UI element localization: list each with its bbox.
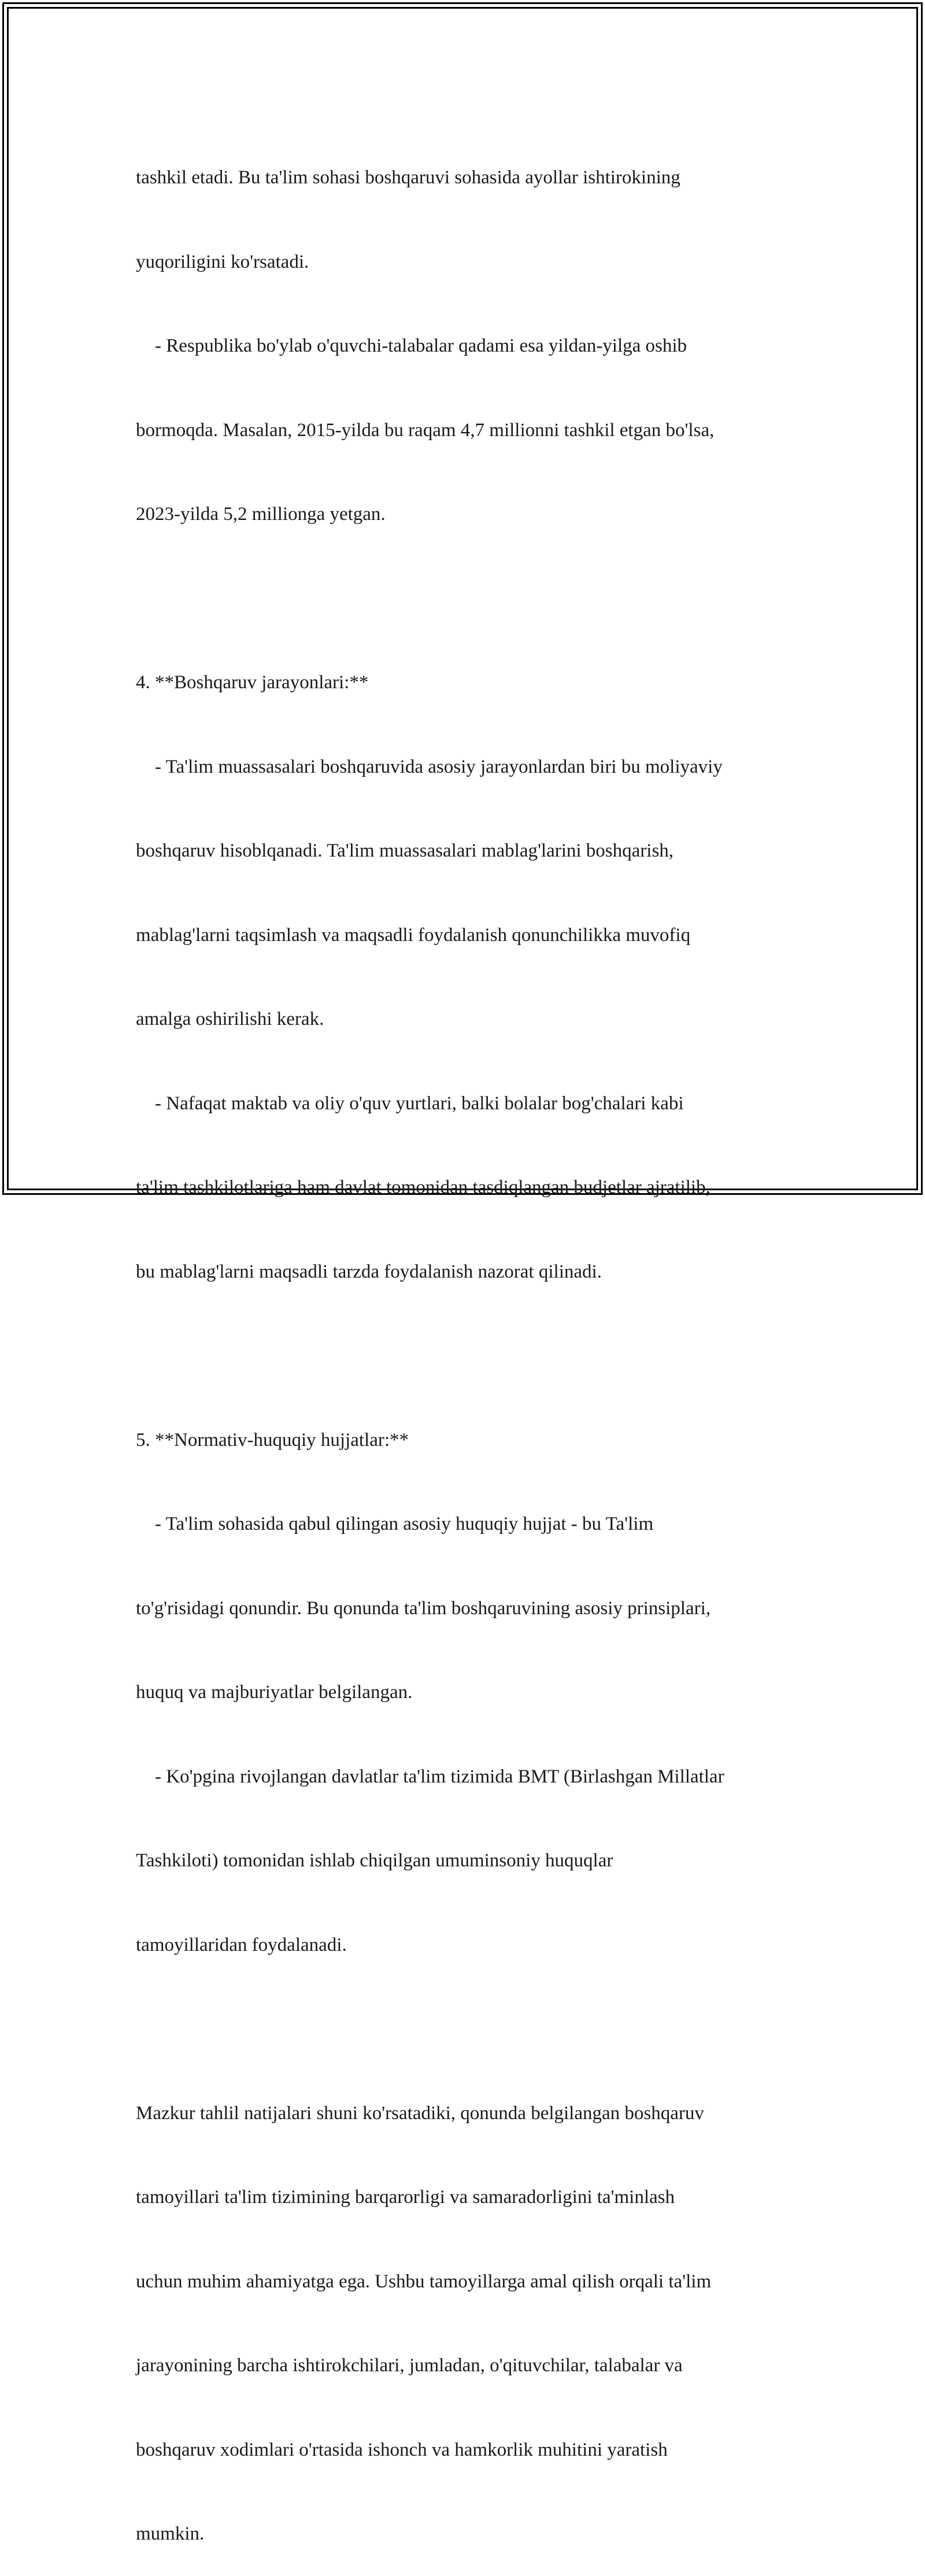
conclusion-line: tamoyillari ta'lim tizimining barqarorligi va samaradorligini ta'minlash xyxy=(136,2187,675,2208)
text-line: tashkil etadi. Bu ta'lim sohasi boshqaruvi sohasida ayollar ishtirokining xyxy=(136,167,680,188)
blank-line xyxy=(136,2015,806,2043)
blank-line xyxy=(136,585,806,613)
section-heading: 4. **Boshqaruv jarayonlari:** xyxy=(136,672,369,693)
blank-line xyxy=(136,1342,806,1370)
text-line: amalga oshirilishi kerak. xyxy=(136,1009,324,1029)
text-line: - Ta'lim sohasida qabul qilingan asosiy huquqiy hujjat - bu Ta'lim xyxy=(136,1514,654,1534)
text-line: - Ta'lim muassasalari boshqaruvida asosiy jarayonlardan biri bu moliyaviy xyxy=(136,756,723,777)
text-line: - Ko'pgina rivojlangan davlatlar ta'lim tizimida BMT (Birlashgan Millatlar xyxy=(136,1766,724,1787)
text-line: - Respublika bo'ylab o'quvchi-talabalar qadami esa yildan-yilga oshib xyxy=(136,335,687,356)
text-line: yuqoriligini ko'rsatadi. xyxy=(136,251,309,272)
text-line: ta'lim tashkilotlariga ham davlat tomonidan tasdiqlangan budjetlar ajratilib, xyxy=(136,1177,711,1198)
document-body xyxy=(136,108,806,2576)
text-line: bu mablag'larni maqsadli tarzda foydalanish nazorat qilinadi. xyxy=(136,1261,602,1282)
text-line: 2023-yilda 5,2 millionga yetgan. xyxy=(136,504,386,525)
conclusion-line: jarayonining barcha ishtirokchilari, jumladan, o'qituvchilar, talabalar va xyxy=(136,2355,683,2376)
text-line: to'g'risidagi qonundir. Bu qonunda ta'lim boshqaruvining asosiy prinsiplari, xyxy=(136,1597,711,1619)
text-line: huquq va majburiyatlar belgilangan. xyxy=(136,1682,413,1703)
section-heading: 5. **Normativ-huquqiy hujjatlar:** xyxy=(136,1429,409,1451)
conclusion-line: boshqaruv xodimlari o'rtasida ishonch va hamkorlik muhitini yaratish xyxy=(136,2439,668,2460)
text-line: - Nafaqat maktab va oliy o'quv yurtlari, balki bolalar bog'chalari kabi xyxy=(136,1093,684,1114)
conclusion-line: Mazkur tahlil natijalari shuni ko'rsatadiki, qonunda belgilangan boshqaruv xyxy=(136,2102,704,2124)
text-line: Tashkiloti) tomonidan ishlab chiqilgan umuminsoniy huquqlar xyxy=(136,1850,613,1871)
text-line: tamoyillaridan foydalanadi. xyxy=(136,1934,347,1955)
text-line: mablag'larni taqsimlash va maqsadli foydalanish qonunchilikka muvofiq xyxy=(136,924,691,946)
conclusion-line: mumkin. xyxy=(136,2523,205,2544)
conclusion-line: uchun muhim ahamiyatga ega. Ushbu tamoyillarga amal qilish orqali ta'lim xyxy=(136,2271,712,2292)
text-line: boshqaruv hisoblqanadi. Ta'lim muassasalari mablag'larini boshqarish, xyxy=(136,840,674,861)
text-line: bormoqda. Masalan, 2015-yilda bu raqam 4,7 millionni tashkil etgan bo'lsa, xyxy=(136,419,715,441)
